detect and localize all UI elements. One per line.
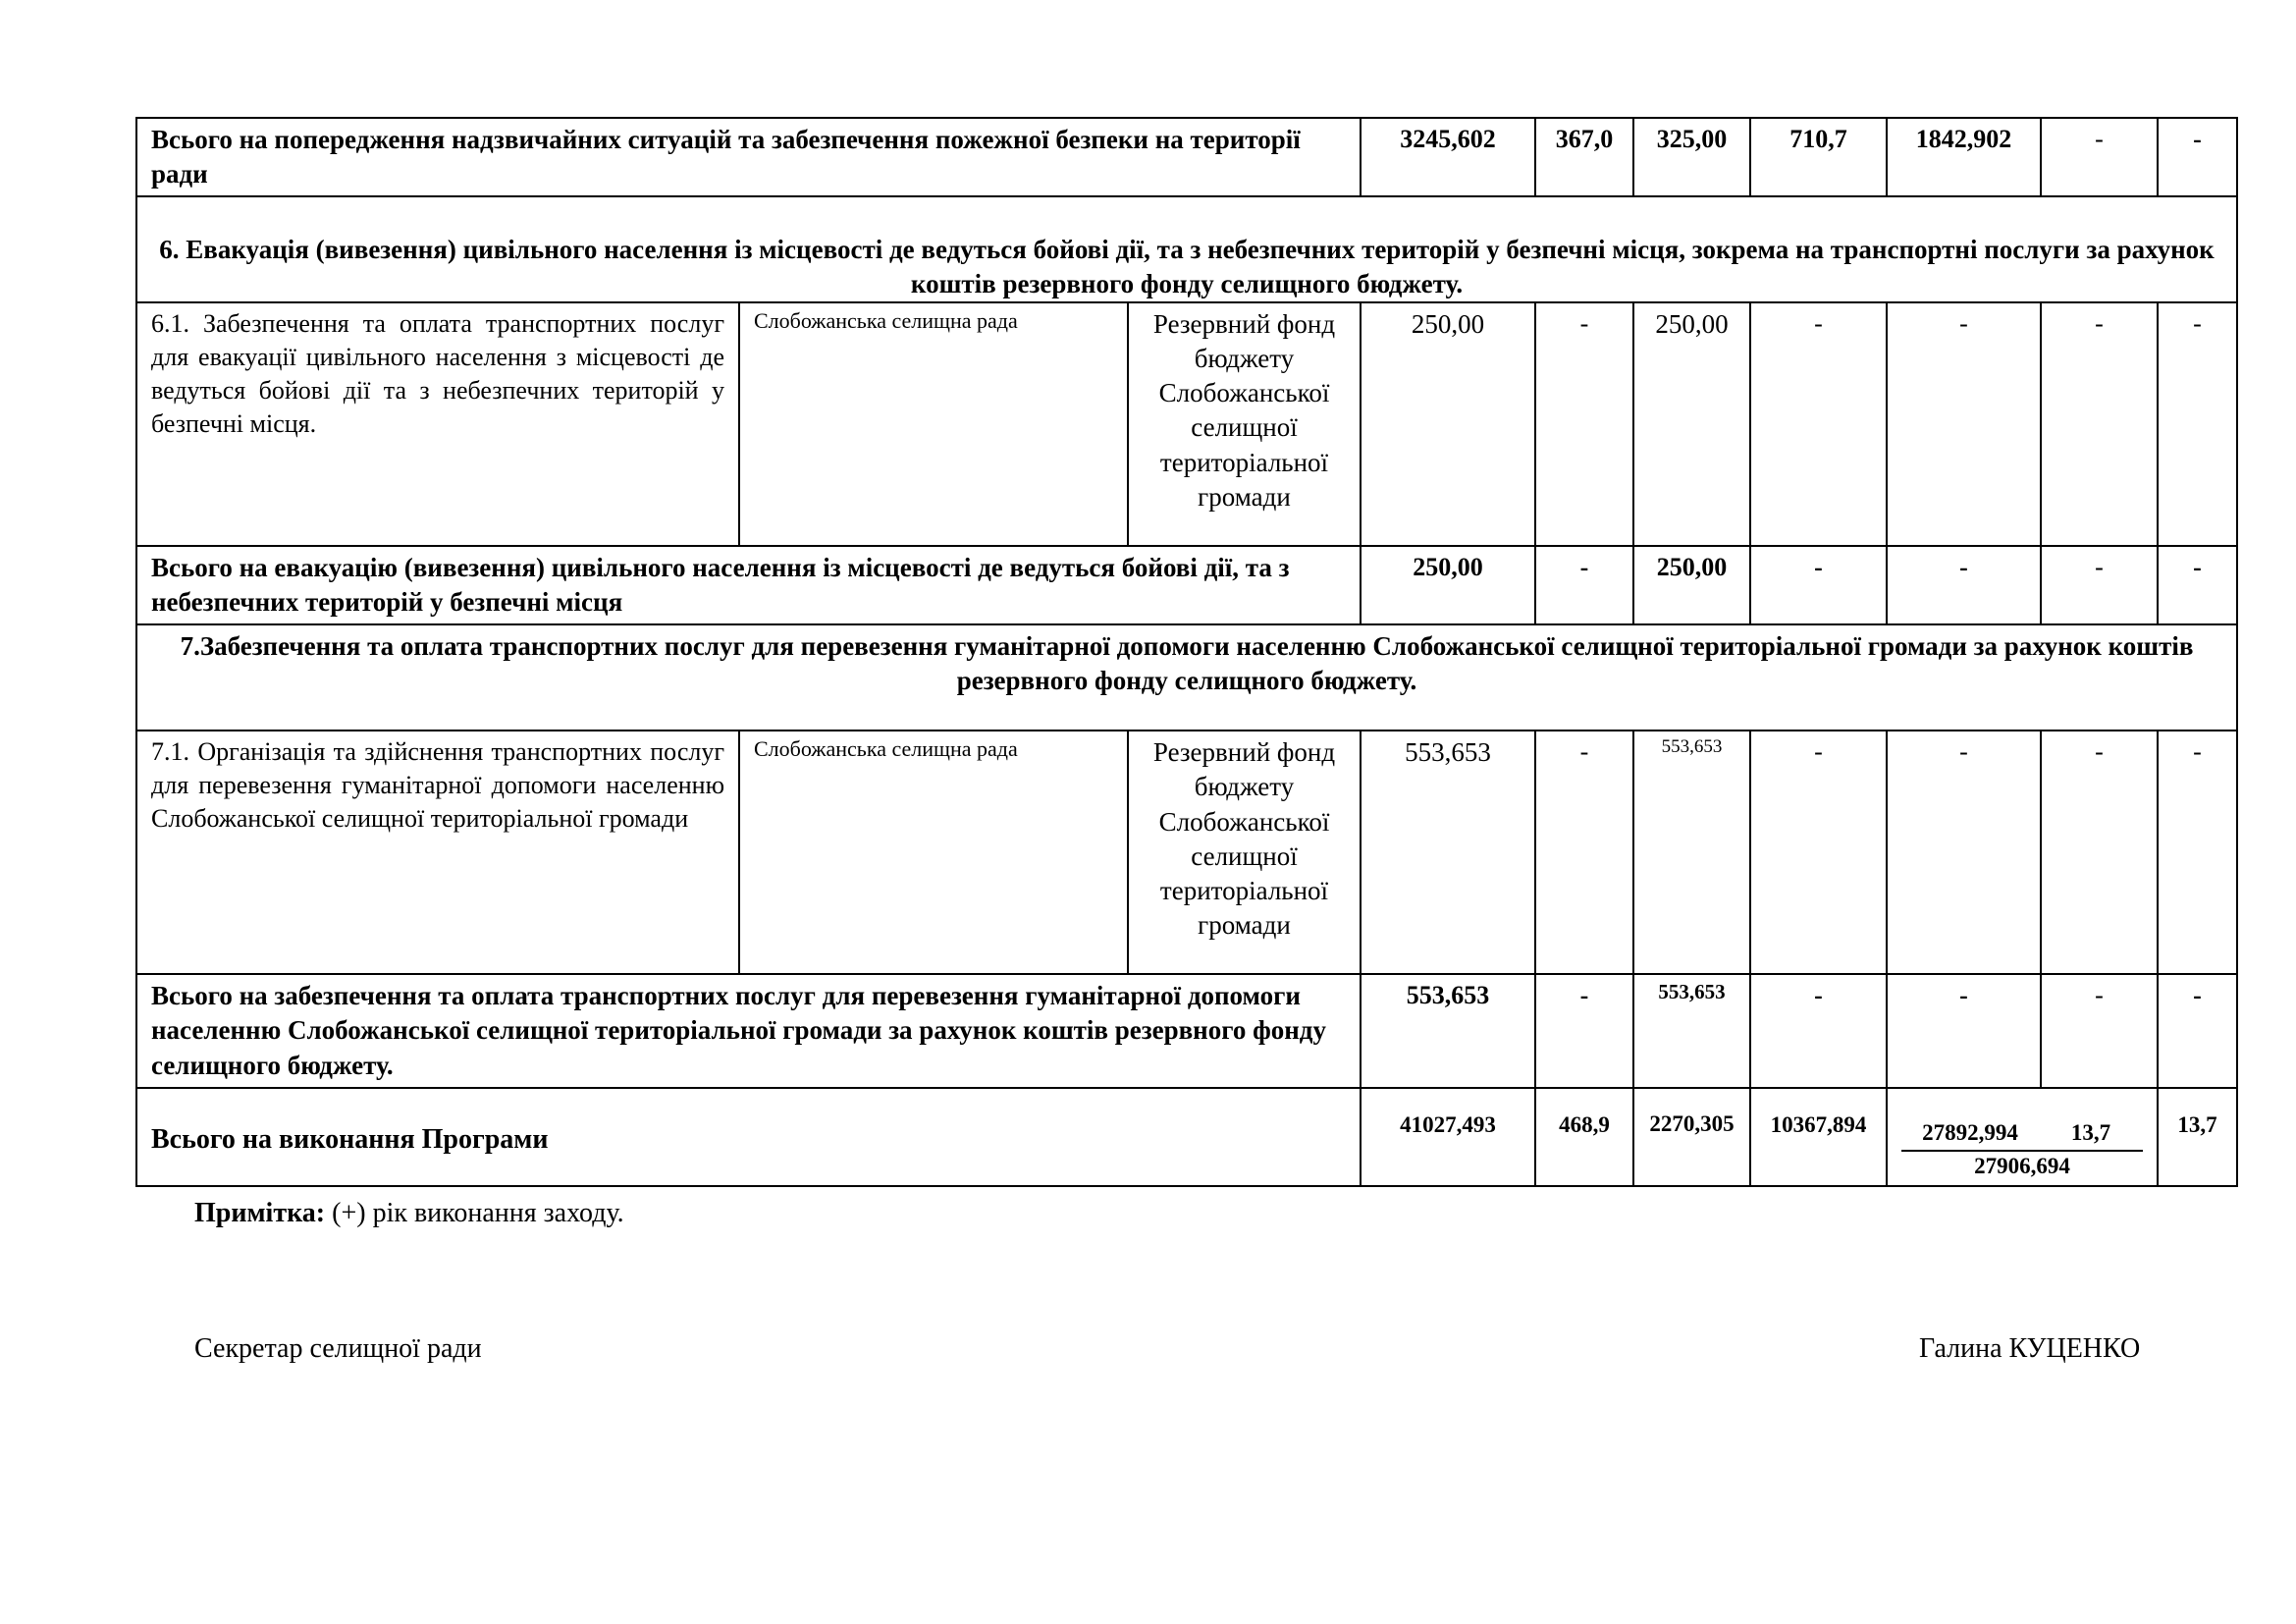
table-row	[136, 731, 2237, 974]
value-cell: 250,00	[1633, 546, 1750, 624]
value-cell: 325,00	[1633, 118, 1750, 196]
value-cell: 13,7	[2158, 1088, 2237, 1186]
value-cell: -	[1887, 731, 2041, 974]
note-text: (+) рік виконання заходу.	[325, 1198, 624, 1228]
executor-cell: Слобожанська селищна рада	[739, 302, 1128, 546]
value-cell: -	[2158, 974, 2237, 1087]
value-cell: -	[2158, 546, 2237, 624]
value-cell: -	[1887, 302, 2041, 546]
executor-cell: Слобожанська селищна рада	[739, 731, 1128, 974]
value-cell: -	[2041, 118, 2158, 196]
value-cell: 367,0	[1535, 118, 1633, 196]
value-cell: 13,7	[2070, 1119, 2111, 1145]
value-cell: 710,7	[1750, 118, 1887, 196]
value-cell: -	[1750, 731, 1887, 974]
section-title: 6. Евакуація (вивезення) цивільного населення із місцевості де ведуться бойові дії, та з небезпечних територій у безпечні місця, зокрема на транспортні послуги за рахунок коштів резервного фонду селищного бюджету.	[136, 196, 2237, 302]
funding-source-cell: Резервний фонд бюджету Слобожанської селищної територіальної громади	[1128, 302, 1361, 546]
table-row	[136, 546, 2237, 624]
value-cell: -	[2158, 118, 2237, 196]
value-cell: -	[1750, 302, 1887, 546]
row-label: Всього на виконання Програми	[136, 1088, 1361, 1186]
value-cell: 41027,493	[1361, 1088, 1535, 1186]
value-cell: 553,653	[1361, 731, 1535, 974]
value-cell: -	[1887, 974, 2041, 1087]
value-cell: -	[1535, 546, 1633, 624]
value-cell: 468,9	[1535, 1088, 1633, 1186]
value-cell: 553,653	[1633, 731, 1750, 974]
value-cell: 2270,305	[1633, 1088, 1750, 1186]
section-header-row	[136, 196, 2237, 302]
value-cell: -	[1535, 302, 1633, 546]
value-cell: -	[2041, 974, 2158, 1087]
value-cell: 1842,902	[1887, 118, 2041, 196]
value-cell: -	[2041, 302, 2158, 546]
value-cell: 250,00	[1633, 302, 1750, 546]
value-cell: -	[2041, 731, 2158, 974]
value-cell: 10367,894	[1750, 1088, 1887, 1186]
value-cell: -	[1535, 731, 1633, 974]
section-title: 7.Забезпечення та оплата транспортних послуг для перевезення гуманітарної допомоги населенню Слобожанської селищної територіальної громади за рахунок коштів резервного фонду селищного бюджету.	[136, 624, 2237, 731]
value-cell: -	[1750, 974, 1887, 1087]
program-table	[135, 117, 2238, 1187]
value-cell: -	[2158, 731, 2237, 974]
grand-total-row	[136, 1088, 2237, 1186]
row-label: Всього на забезпечення та оплата транспортних послуг для перевезення гуманітарної допомоги населенню Слобожанської селищної територіальної громади за рахунок коштів резервного фонду селищного бюджету.	[136, 974, 1361, 1087]
note-label: Примітка:	[194, 1198, 326, 1228]
value-cell: -	[1535, 974, 1633, 1087]
value-cell: 553,653	[1633, 974, 1750, 1087]
value-cell: 250,00	[1361, 546, 1535, 624]
value-cell: 27906,694	[1901, 1150, 2143, 1181]
table-row	[136, 118, 2237, 196]
value-cell: 553,653	[1361, 974, 1535, 1087]
value-cell: 3245,602	[1361, 118, 1535, 196]
row-label: Всього на попередження надзвичайних ситуацій та забезпечення пожежної безпеки на території ради	[136, 118, 1361, 196]
funding-source-cell: Резервний фонд бюджету Слобожанської селищної територіальної громади	[1128, 731, 1361, 974]
value-cell: -	[2158, 302, 2237, 546]
table-row	[136, 302, 2237, 546]
note	[194, 1198, 624, 1229]
table-row	[136, 974, 2237, 1087]
value-cell: -	[2041, 546, 2158, 624]
value-cell: -	[1750, 546, 1887, 624]
value-cell: -	[1887, 546, 2041, 624]
value-cell: 27892,994	[1922, 1119, 2018, 1145]
signature-name: Галина КУЦЕНКО	[1919, 1333, 2141, 1364]
section-header-row	[136, 624, 2237, 731]
row-label: Всього на евакуацію (вивезення) цивільного населення із місцевості де ведуться бойові дії, та з небезпечних територій у безпечні місця	[136, 546, 1361, 624]
signature-position: Секретар селищної ради	[194, 1333, 482, 1364]
measure-description: 6.1. Забезпечення та оплата транспортних послуг для евакуації цивільного населення з місцевості де ведуться бойові дії та з небезпечних територій у безпечні місця.	[136, 302, 739, 546]
combined-total-cell	[1887, 1088, 2158, 1186]
measure-description: 7.1. Організація та здійснення транспортних послуг для перевезення гуманітарної допомоги населенню Слобожанської селищної територіальної громади	[136, 731, 739, 974]
value-cell: 250,00	[1361, 302, 1535, 546]
